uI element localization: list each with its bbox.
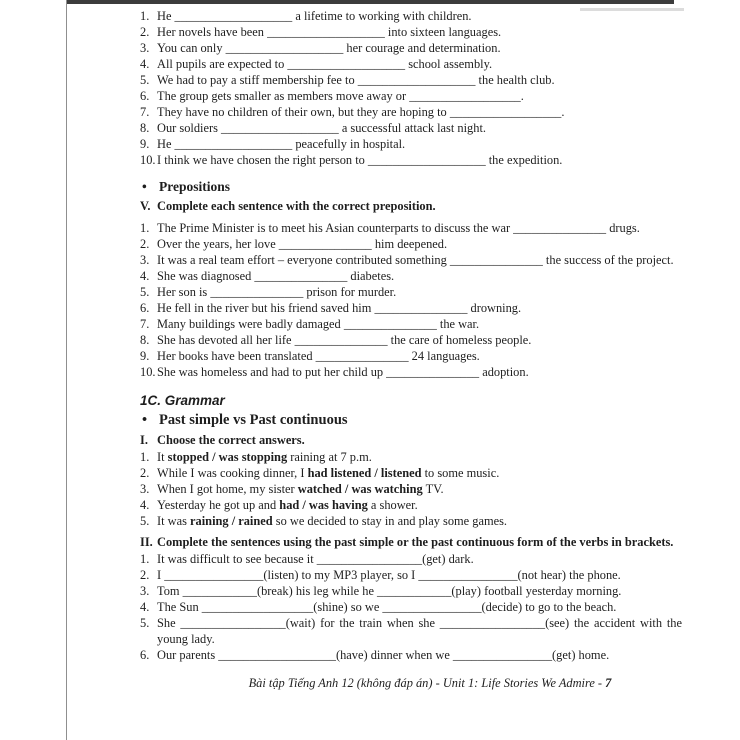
item-text: Tom ____________(break) his leg while he ____________(play) football yesterday morning. [157,583,622,598]
list-item [140,252,682,268]
item-number: 8. [140,121,150,135]
item-text: We had to pay a stiff membership fee to ___________________ the health club. [157,73,555,87]
item-text: It stopped / was stopping raining at 7 p.m. [157,450,372,464]
item-text: Our soldiers ___________________ a successful attack last night. [157,121,486,135]
list-item [140,40,682,56]
item-number: 4. [140,269,150,283]
list-item [140,316,682,332]
exercise-v-list [140,220,682,380]
item-number: 5. [140,514,150,528]
item-number: 3. [140,583,150,598]
item-text: All pupils are expected to ___________________ school assembly. [157,57,493,71]
item-number: 1. [140,450,150,464]
item-number: 7. [140,105,150,119]
item-text: Her books have been translated _______________ 24 languages. [157,349,480,363]
item-text: The Prime Minister is to meet his Asian counterparts to discuss the war _______________ drugs. [157,221,640,235]
exercise-i-instruction-text: Choose the correct answers. [157,433,305,447]
list-item [140,104,682,120]
exercise-v-instruction-text: Complete each sentence with the correct preposition. [157,199,436,213]
item-text: Our parents ___________________(have) dinner when we ________________(get) home. [157,647,610,662]
list-item [140,481,682,497]
list-item [140,583,682,599]
item-text: She was diagnosed _______________ diabetes. [157,269,395,283]
list-item [140,88,682,104]
item-text: I ________________(listen) to my MP3 player, so I ________________(not hear) the phone. [157,567,621,582]
item-text: She was homeless and had to put her child up _______________ adoption. [157,365,529,379]
item-number: 2. [140,237,150,251]
list-item [140,72,682,88]
item-number: 2. [140,25,150,39]
item-number: 5. [140,285,150,299]
item-text: The Sun __________________(shine) so we ________________(decide) to go to the beach. [157,599,617,614]
list-item [140,24,682,40]
list-item [140,332,682,348]
item-number: 8. [140,333,150,347]
item-number: 6. [140,89,150,103]
exercise-i-number: I. [140,433,148,447]
item-number: 2. [140,567,150,582]
item-text: Her son is _______________ prison for murder. [157,285,397,299]
list-item [140,152,682,168]
item-number: 2. [140,466,150,480]
item-number: 6. [140,647,150,662]
list-item [140,348,682,364]
item-number: 1. [140,221,150,235]
item-number: 10. [140,365,156,379]
prepositions-heading-label: Prepositions [159,179,231,194]
list-item [140,551,682,567]
scan-left-edge-line [66,0,67,740]
item-text: It was raining / rained so we decided to stay in and play some games. [157,514,508,528]
prepositions-heading [140,178,682,196]
item-text: It was difficult to see because it _________________(get) dark. [157,551,474,566]
list-item [140,364,682,380]
item-text: While I was cooking dinner, I had listened / listened to some music. [157,466,500,480]
page-footer: Bài tập Tiếng Anh 12 (không đáp án) - Unit 1: Life Stories We Admire - 7 [248,675,612,690]
item-number: 4. [140,498,150,512]
item-number: 5. [140,615,150,630]
item-text: He ___________________ a lifetime to working with children. [157,9,472,23]
bullet-icon: • [142,179,147,194]
exercise-iv-list [140,8,682,168]
list-item [140,615,682,647]
list-item [140,567,682,583]
item-text: Many buildings were badly damaged _______________ the war. [157,317,480,331]
list-item [140,120,682,136]
item-number: 1. [140,551,150,566]
item-text: Her novels have been ___________________ into sixteen languages. [157,25,502,39]
grammar-topic-label: Past simple vs Past continuous [159,412,348,428]
list-item [140,497,682,513]
item-number: 9. [140,137,150,151]
exercise-ii-number: II. [140,535,153,549]
item-number: 3. [140,253,150,267]
item-number: 1. [140,9,150,23]
item-text: Yesterday he got up and had / was having a shower. [157,498,418,512]
item-text: It was a real team effort – everyone contributed something _______________ the success of the project. [157,253,674,267]
item-number: 3. [140,41,150,55]
item-number: 4. [140,57,150,71]
item-number: 5. [140,73,150,87]
list-item [140,236,682,252]
list-item [140,56,682,72]
item-text: He ___________________ peacefully in hospital. [157,137,406,151]
item-number: 9. [140,349,150,363]
exercise-ii-instruction-text: Complete the sentences using the past simple or the past continuous form of the verbs in brackets. [157,535,674,549]
list-item [140,136,682,152]
item-number: 4. [140,599,150,614]
item-text: You can only ___________________ her courage and determination. [157,41,501,55]
page-content [140,0,688,691]
item-text: Over the years, her love _______________ him deepened. [157,237,448,251]
exercise-v-number: V. [140,199,151,213]
item-text: They have no children of their own, but they are hoping to __________________. [157,105,565,119]
exercise-v-instruction [140,198,682,215]
list-item [140,465,682,481]
item-text: When I got home, my sister watched / was watching TV. [157,482,444,496]
exercise-i-list [140,449,682,529]
list-item [140,268,682,284]
list-item [140,599,682,615]
list-item [140,449,682,465]
item-number: 10. [140,153,156,167]
bullet-icon: • [142,412,148,428]
item-text: I think we have chosen the right person to ___________________ the expedition. [157,153,563,167]
item-number: 7. [140,317,150,331]
grammar-section-heading: 1C. Grammar [140,393,225,408]
list-item [140,300,682,316]
item-text: She has devoted all her life _______________ the care of homeless people. [157,333,532,347]
list-item [140,647,682,663]
item-text: The group gets smaller as members move away or __________________. [157,89,524,103]
list-item [140,513,682,529]
item-text: He fell in the river but his friend saved him _______________ drowning. [157,301,522,315]
item-number: 6. [140,301,150,315]
item-text: She _________________(wait) for the train when she _________________(see) the accident with the young lady. [157,615,682,646]
exercise-ii-list [140,551,682,663]
list-item [140,8,682,24]
grammar-topic-heading [140,411,682,430]
exercise-ii-instruction [140,534,682,551]
list-item [140,220,682,236]
list-item [140,284,682,300]
exercise-i-instruction [140,432,682,449]
item-number: 3. [140,482,150,496]
